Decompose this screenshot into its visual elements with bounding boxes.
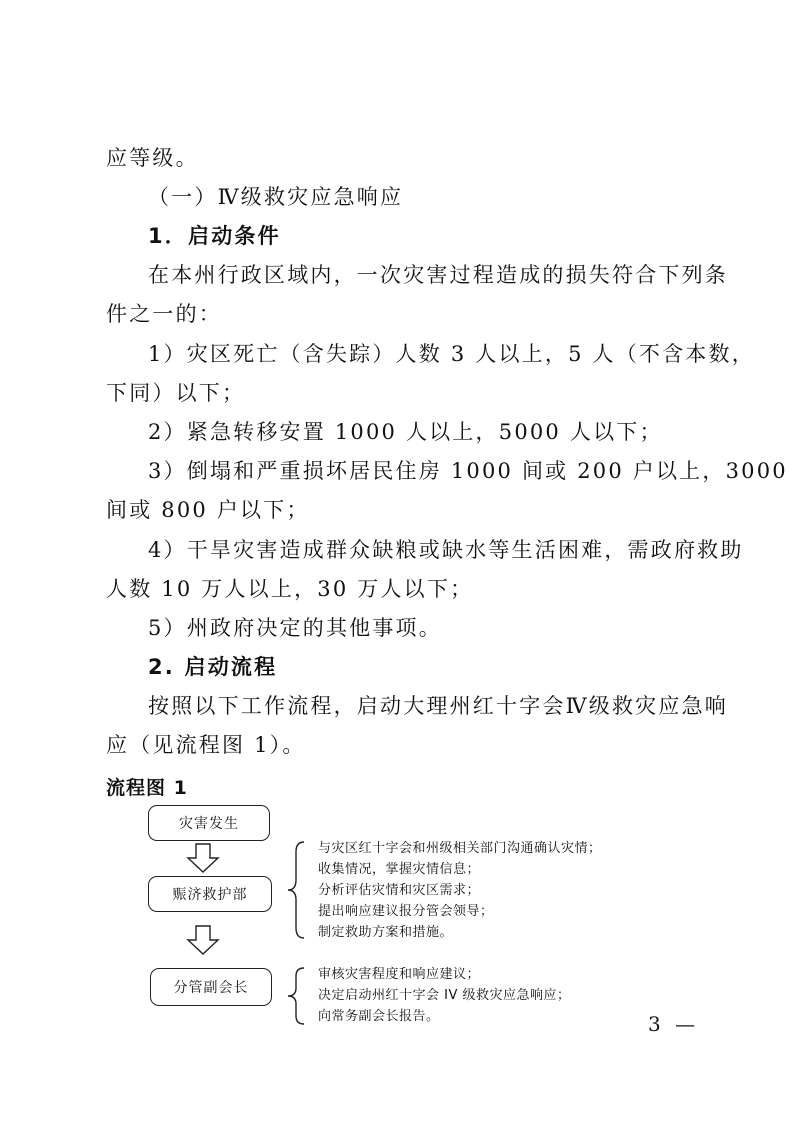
condition-item-3: 3）倒塌和严重损坏居民住房 1000 间或 200 户以上，3000 <box>148 459 788 483</box>
flow-note: 向常务副会长报告。 <box>318 1009 440 1024</box>
flow-note: 与灾区红十字会和州级相关部门沟通确认灾情； <box>318 841 602 856</box>
flow-box-disaster-occurs: 灾害发生 <box>148 805 270 841</box>
subheading-start-conditions: 1．启动条件 <box>148 224 281 248</box>
page-number: 3 — <box>648 1012 700 1036</box>
flow-box-deputy-president: 分管副会长 <box>150 968 272 1006</box>
flow-note: 决定启动州红十字会 IV 级救灾应急响应； <box>318 988 571 1003</box>
down-arrow-icon <box>186 843 220 873</box>
down-arrow-icon <box>186 925 220 955</box>
flowchart-title: 流程图 1 <box>106 777 188 799</box>
flow-note: 分析评估灾情和灾区需求； <box>318 883 481 898</box>
paragraph-conditions-intro-cont: 件之一的： <box>106 302 222 326</box>
condition-item-4: 4）干旱灾害造成群众缺粮或缺水等生活困难，需政府救助 <box>148 538 744 562</box>
flow-notes-dept <box>318 838 602 943</box>
section-heading-level-iv: （一）Ⅳ级救灾应急响应 <box>148 185 404 209</box>
condition-item-4-cont: 人数 10 万人以上，30 万人以下； <box>106 577 474 601</box>
flow-box-relief-rescue-dept: 赈济救护部 <box>148 876 272 912</box>
flow-note: 提出响应建议报分管会领导； <box>318 904 494 919</box>
paragraph-conditions-intro: 在本州行政区域内，一次灾害过程造成的损失符合下列条 <box>148 263 728 287</box>
condition-item-1: 1）灾区死亡（含失踪）人数 3 人以上，5 人（不含本数， <box>148 342 755 366</box>
condition-item-1-cont: 下同）以下； <box>106 381 246 405</box>
paragraph-continuation: 应等级。 <box>106 146 199 170</box>
paragraph-process-cont: 应（见流程图 1）。 <box>106 733 306 757</box>
flow-note: 收集情况，掌握灾情信息； <box>318 862 481 877</box>
left-brace-icon <box>286 966 306 1026</box>
flow-note: 审核灾害程度和响应建议； <box>318 967 481 982</box>
flow-notes-deputy <box>318 964 571 1027</box>
condition-item-2: 2）紧急转移安置 1000 人以上，5000 人以下； <box>148 420 663 444</box>
condition-item-3-cont: 间或 800 户以下； <box>106 498 310 522</box>
condition-item-5: 5）州政府决定的其他事项。 <box>148 616 442 640</box>
left-brace-icon <box>286 840 306 940</box>
flow-note: 制定救助方案和措施。 <box>318 925 454 940</box>
paragraph-process: 按照以下工作流程，启动大理州红十字会Ⅳ级救灾应急响 <box>148 694 728 718</box>
subheading-start-process: 2. 启动流程 <box>148 655 278 679</box>
